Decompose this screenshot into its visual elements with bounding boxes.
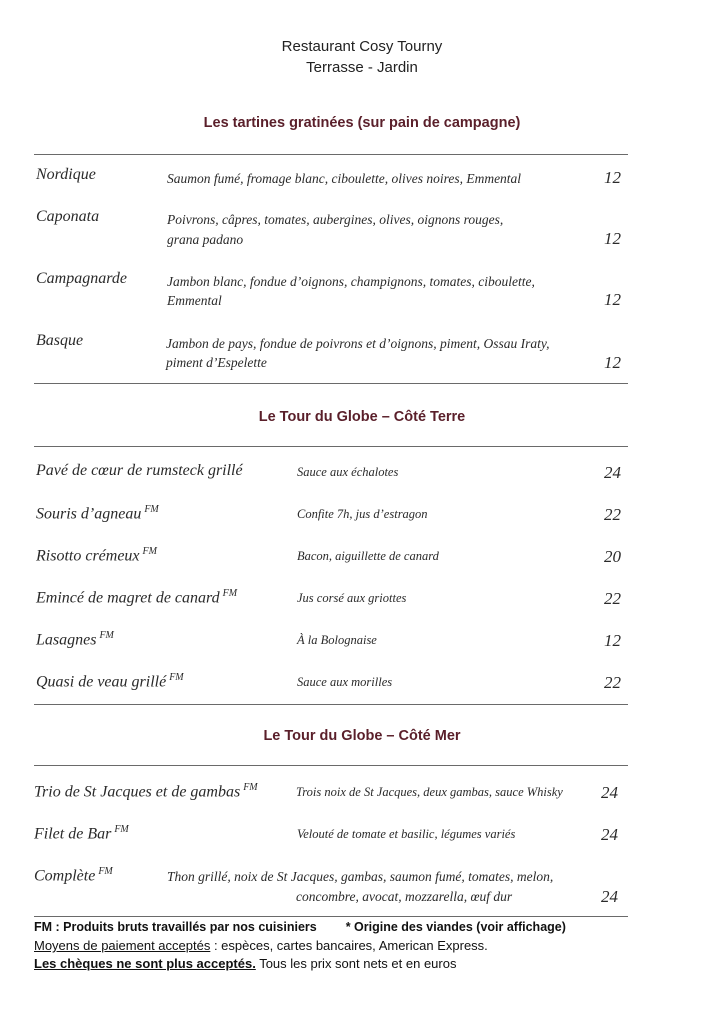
payment-text: : espèces, cartes bancaires, American Express. bbox=[210, 938, 488, 953]
dish-description: Sauce aux échalotes bbox=[297, 465, 399, 479]
dish-name: Quasi de veau grillé $^{FM}$ bbox=[36, 672, 184, 691]
dish-description: piment d’Espelette bbox=[166, 355, 267, 370]
dish-description: Saumon fumé, fromage blanc, ciboulette, olives noires, Emmental bbox=[167, 171, 522, 186]
dish-description: Confite 7h, jus d’estragon bbox=[297, 507, 428, 521]
dish-description: concombre, avocat, mozzarella, œuf dur bbox=[296, 889, 513, 904]
divider bbox=[34, 704, 628, 705]
dish-description: Velouté de tomate et basilic, légumes variés bbox=[297, 827, 516, 841]
dish-name: Souris d’agneau $^{FM}$ bbox=[36, 504, 159, 523]
divider bbox=[34, 383, 628, 384]
fm-marker: FM bbox=[114, 824, 129, 835]
dish-description: grana padano bbox=[167, 232, 244, 247]
dish-price: 12 bbox=[604, 168, 621, 187]
dish-name: Complète $^{FM}$ bbox=[34, 866, 113, 885]
dish-description: Trois noix de St Jacques, deux gambas, sauce Whisky bbox=[296, 785, 563, 799]
dish-name: Risotto crémeux $^{FM}$ bbox=[36, 546, 157, 565]
restaurant-name: Restaurant Cosy Tourny bbox=[281, 38, 443, 55]
dish-name: Pavé de cœur de rumsteck grillé bbox=[36, 462, 243, 479]
dish-name: Campagnarde bbox=[36, 270, 127, 287]
dish-name: Lasagnes $^{FM}$ bbox=[36, 630, 114, 649]
origin-note: * Origine des viandes (voir affichage) bbox=[345, 920, 566, 934]
cheques-line bbox=[34, 956, 456, 971]
fm-marker: FM bbox=[99, 630, 114, 641]
dish-description: Poivrons, câpres, tomates, aubergines, olives, oignons rouges, bbox=[167, 212, 504, 227]
restaurant-subtitle: Terrasse - Jardin bbox=[306, 59, 418, 76]
dish-description: Sauce aux morilles bbox=[297, 675, 393, 689]
dish-name: Emincé de magret de canard $^{FM}$ bbox=[36, 588, 238, 607]
dish-price: 12 bbox=[604, 353, 621, 372]
dish-price: 24 bbox=[604, 463, 621, 482]
footer-notes bbox=[34, 920, 566, 934]
dish-description: Thon grillé, noix de St Jacques, gambas, saumon fumé, tomates, melon, bbox=[167, 869, 554, 884]
divider bbox=[34, 446, 628, 447]
fm-marker: FM bbox=[222, 588, 238, 599]
fm-marker: FM bbox=[243, 782, 258, 793]
dish-description: Jus corsé aux griottes bbox=[297, 591, 407, 605]
dish-price: 24 bbox=[601, 825, 618, 844]
payment-label: Moyens de paiement acceptés bbox=[34, 938, 211, 953]
dish-price: 20 bbox=[604, 547, 621, 566]
dish-price: 12 bbox=[604, 290, 621, 309]
divider bbox=[34, 765, 628, 766]
divider bbox=[34, 154, 628, 155]
dish-price: 22 bbox=[604, 505, 621, 524]
prices-text: Tous les prix sont nets et en euros bbox=[255, 956, 457, 971]
fm-note: FM : Produits bruts travaillés par nos cuisiniers bbox=[34, 920, 317, 934]
divider bbox=[34, 916, 628, 917]
dish-description: Jambon blanc, fondue d’oignons, champignons, tomates, ciboulette, bbox=[167, 274, 535, 289]
section-title-cote-terre: Le Tour du Globe – Côté Terre bbox=[258, 409, 466, 425]
dish-price: 24 bbox=[601, 783, 618, 802]
dish-name: Basque bbox=[36, 332, 84, 349]
fm-marker: FM bbox=[144, 504, 159, 515]
dish-price: 22 bbox=[604, 673, 621, 692]
dish-description: À la Bolognaise bbox=[297, 633, 377, 647]
section-title-tartines: Les tartines gratinées (sur pain de campagne) bbox=[203, 115, 521, 131]
payment-line bbox=[34, 938, 488, 953]
dish-price: 24 bbox=[601, 887, 618, 906]
fm-marker: FM bbox=[169, 672, 184, 683]
dish-name: Caponata bbox=[36, 208, 100, 225]
dish-name: Trio de St Jacques et de gambas $^{FM}$ bbox=[34, 782, 258, 801]
cheques-label: Les chèques ne sont plus acceptés. bbox=[34, 956, 256, 971]
dish-description: Emmental bbox=[167, 293, 222, 308]
dish-price: 12 bbox=[604, 631, 621, 650]
dish-name: Nordique bbox=[36, 166, 96, 183]
fm-marker: FM bbox=[98, 866, 113, 877]
section-title-cote-mer: Le Tour du Globe – Côté Mer bbox=[263, 728, 461, 744]
dish-name: Filet de Bar $^{FM}$ bbox=[34, 824, 129, 843]
dish-description: Bacon, aiguillette de canard bbox=[297, 549, 439, 563]
fm-marker: FM bbox=[142, 546, 157, 557]
dish-price: 12 bbox=[604, 229, 621, 248]
dish-description: Jambon de pays, fondue de poivrons et d’oignons, piment, Ossau Iraty, bbox=[166, 336, 550, 351]
dish-price: 22 bbox=[604, 589, 621, 608]
